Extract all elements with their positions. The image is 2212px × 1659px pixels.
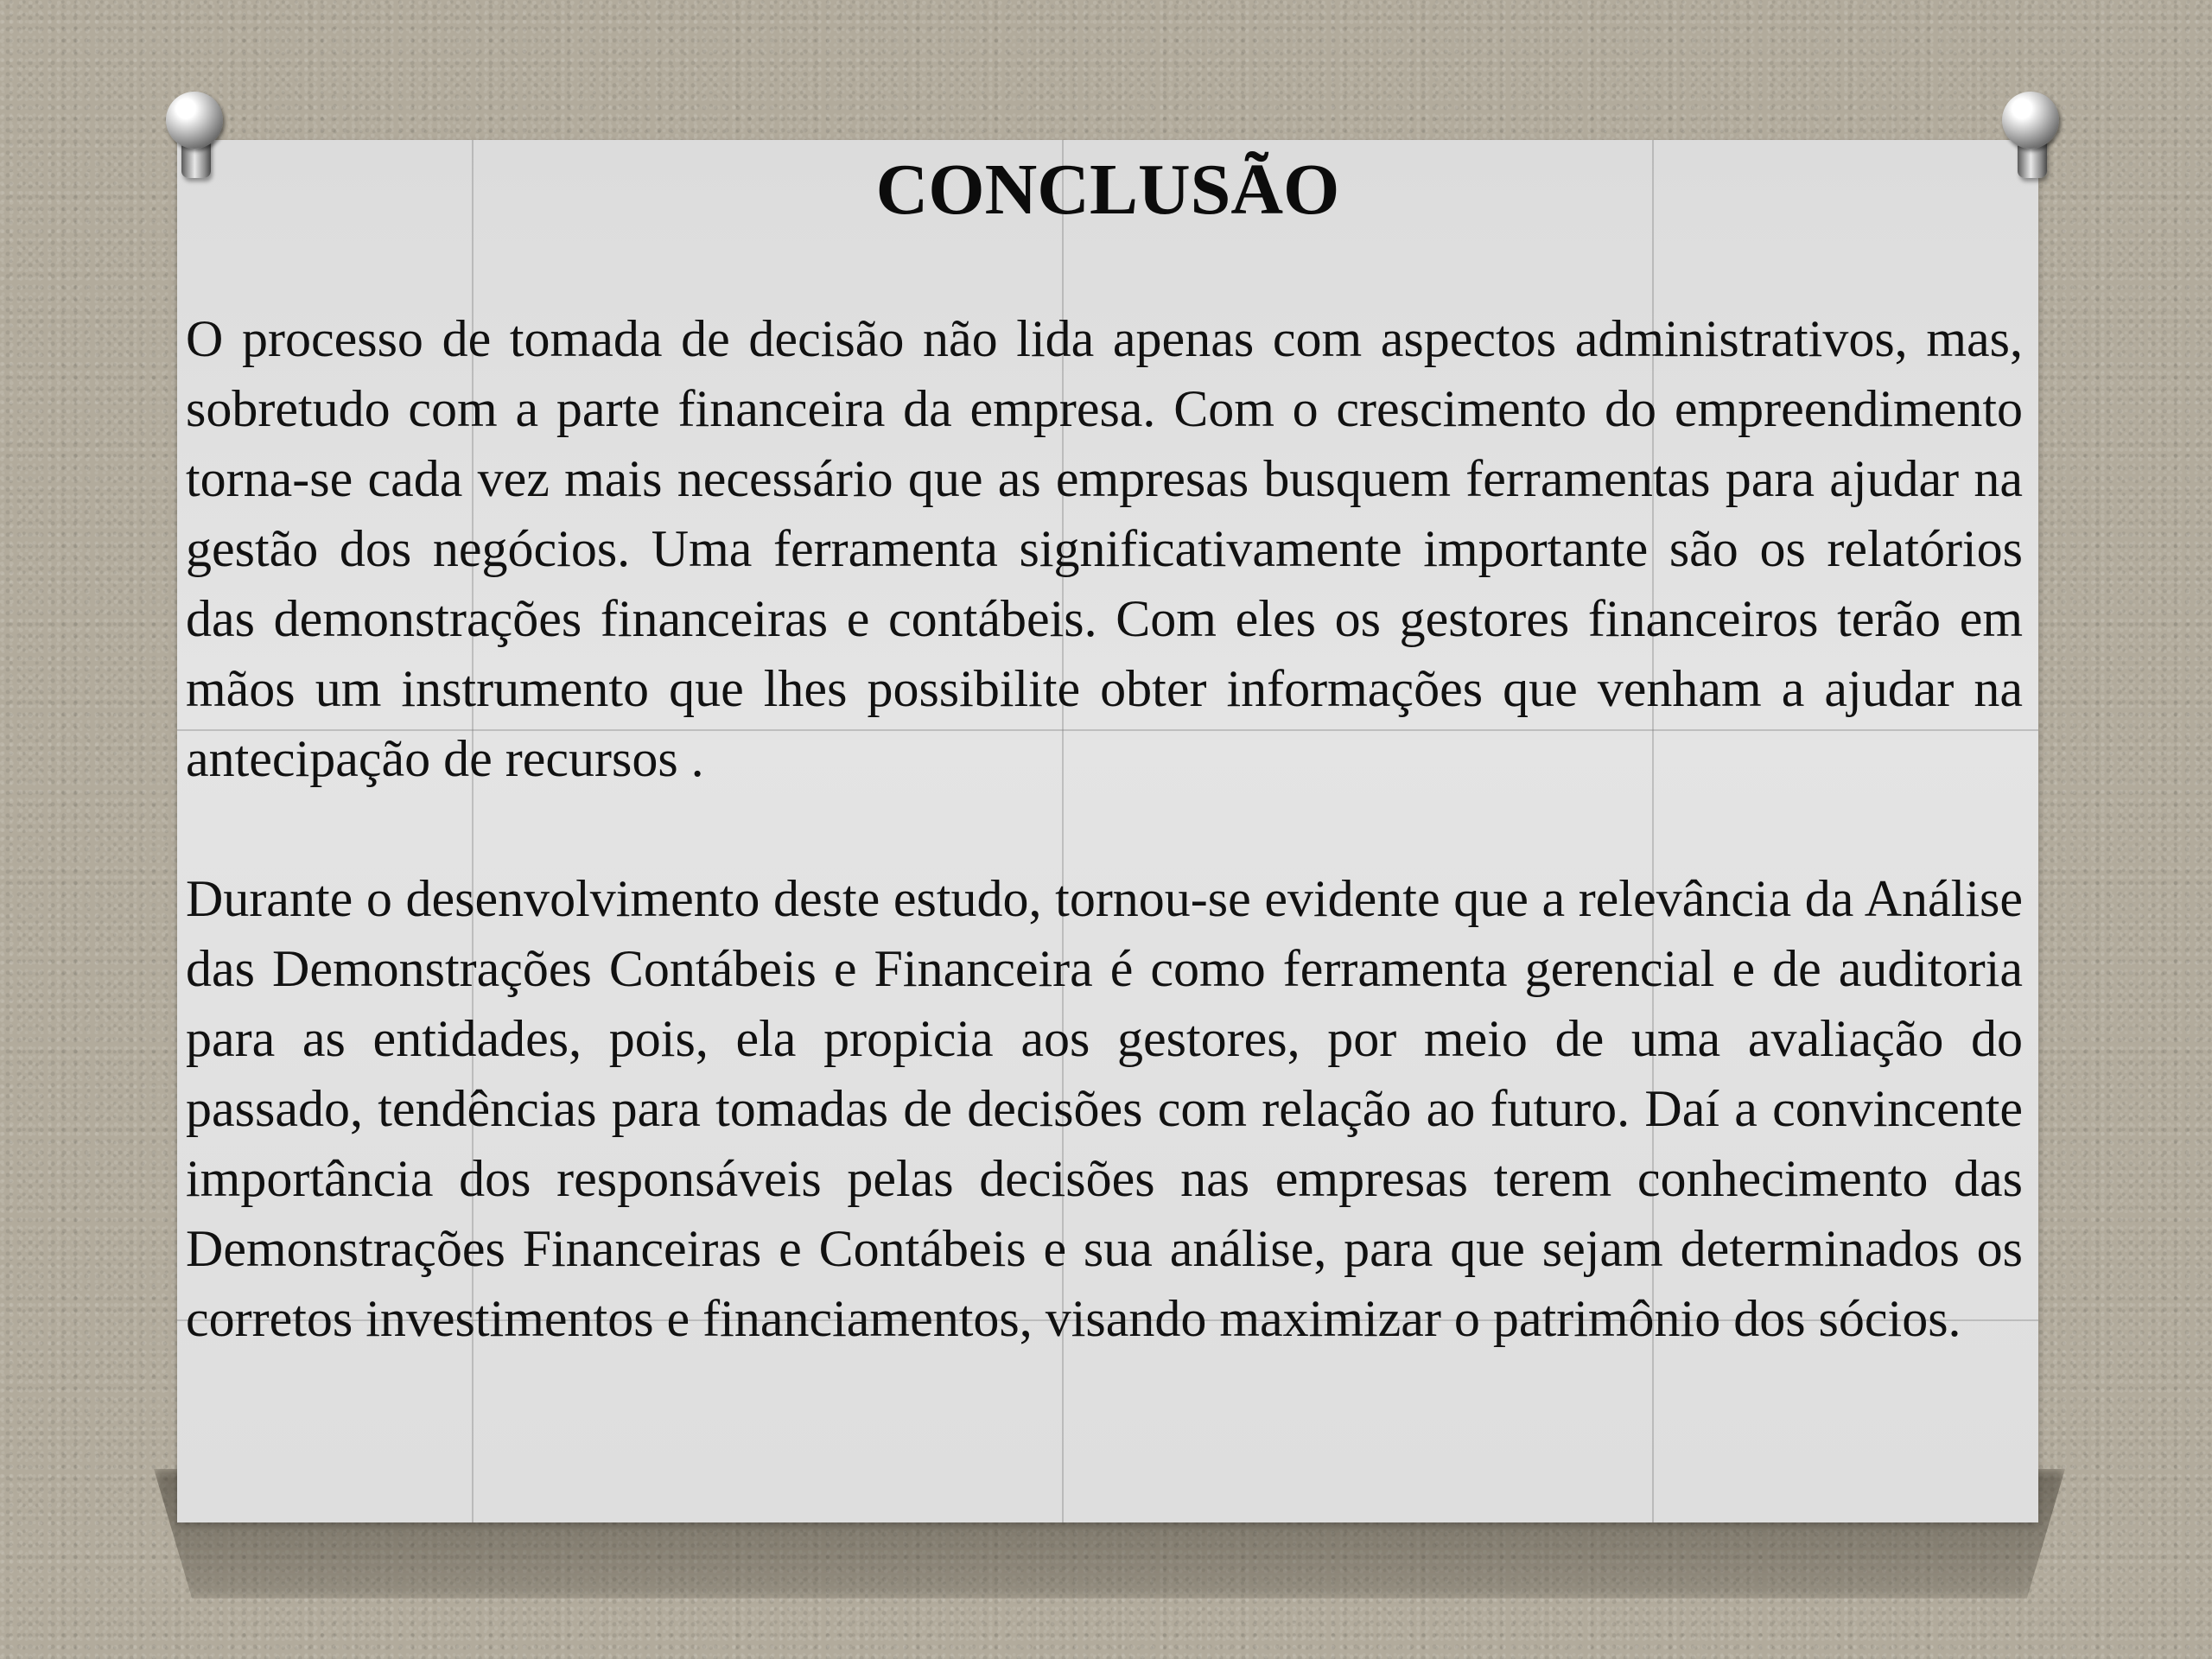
paragraph-2: Durante o desenvolvimento deste estudo, tornou-se evidente que a relevância da Análise das Demonstrações Contábeis e Financeira é como ferramenta gerencial e de auditoria para as entidades, pois, ela propicia aos gestores, por meio de uma avaliação do passado, tendências para tomadas de decisões com relação ao futuro. Daí a convincente importância dos responsáveis pelas decisões nas empresas terem conhecimento das Demonstrações Financeiras e Contábeis e sua análise, para que sejam determinados os corretos investimentos e financiamentos, visando maximizar o patrimônio dos sócios. <box>186 870 2023 1347</box>
slide-body <box>186 304 2023 1354</box>
slide-title: CONCLUSÃO <box>875 149 1340 230</box>
paragraph-1: O processo de tomada de decisão não lida apenas com aspectos administrativos, mas, sobretudo com a parte financeira da empresa. Com o crescimento do empreendimento torna-se cada vez mais necessário que as empresas busquem ferramentas para ajudar na gestão dos negócios. Uma ferramenta significativamente importante são os relatórios das demonstrações financeiras e contábeis. Com eles os gestores financeiros terão em mãos um instrumento que lhes possibilite obter informações que venham a ajudar na antecipação de recursos . <box>186 310 2023 787</box>
